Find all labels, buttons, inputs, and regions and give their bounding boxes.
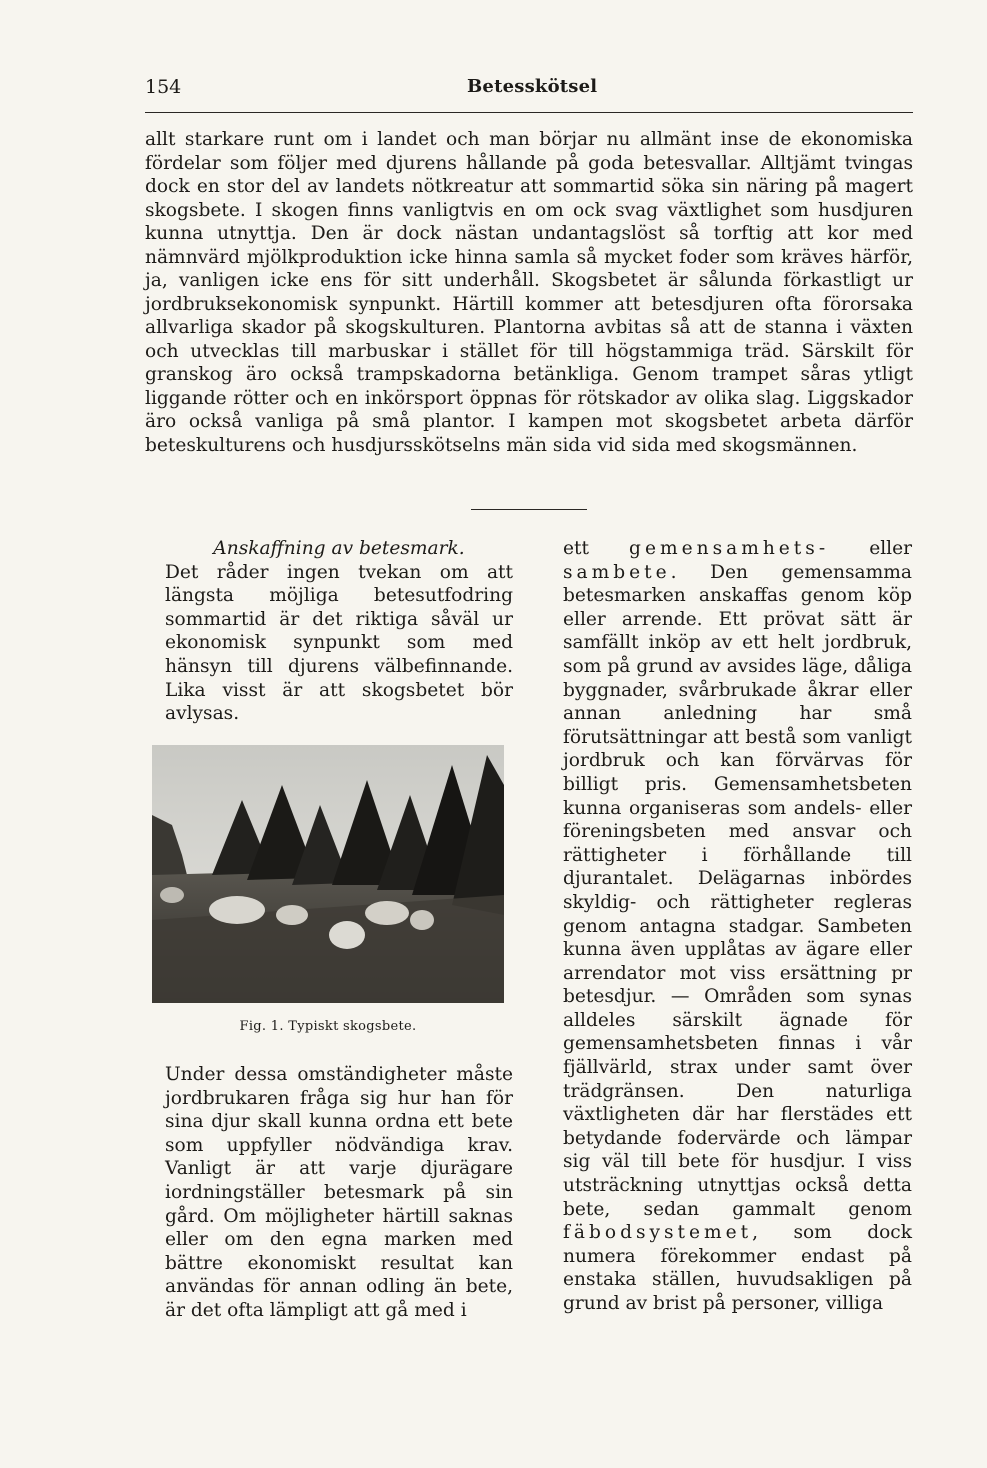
right-text-between: eller	[829, 538, 912, 559]
left-paragraph-1: Det råder ingen tvekan om att längsta möjliga betesutfodring sommartid är det riktiga såväl ur ekonomisk synpunkt som med hänsyn till djurens välbefinnande. Lika visst är att skogsbetet bör avlysas.	[165, 561, 513, 725]
running-title: Betesskötsel	[467, 76, 598, 97]
right-paragraph	[563, 537, 912, 1316]
page-header	[145, 76, 913, 102]
figure-caption: Fig. 1. Typiskt skogsbete.	[239, 1019, 417, 1034]
page-number: 154	[145, 76, 182, 98]
figure-photo	[152, 745, 504, 1003]
spaced-term-fabodsystemet: fäbodsystemet	[563, 1222, 753, 1244]
forest-pasture-photo	[152, 745, 504, 1003]
right-column	[563, 537, 912, 1316]
spaced-term-gemensamhets: gemensamhets-	[629, 538, 830, 559]
section-divider	[471, 509, 587, 510]
right-text-lead: ett	[563, 538, 630, 559]
right-text-body: . Den gemensamma betesmarken anskaffas genom köp eller arrende. Ett prövat sätt är samfällt inköp av ett helt jordbruk, som på grund av avsides läge, dåliga byggnader, svårbrukade åkrar eller annan anledning har små förutsättningar att bestå som vanligt jordbruk och kan förvärvas för billigt pris. Gemensamhetsbeten kunna organiseras som andels- eller föreningsbeten med ansvar och rättigheter i förhållande till djurantalet. Delägarnas inbördes skyldig- och rättigheter regleras genom antagna stadgar. Sambeten kunna även upplåtas av ägare eller arrendator mot viss ersättning pr betesdjur. — Områden som synas alldeles särskilt ägnade för gemensamhetsbeten finnas i vår fjällvärld, strax under samt över trädgränsen. Den naturliga växtligheten där har flerstädes ett betydande fodervärde och lämpar sig väl till bete för husdjur. I viss utsträckning utnyttjas också detta bete, sedan gammalt genom	[563, 561, 912, 1220]
spaced-term-sambete: sambete	[563, 561, 671, 583]
left-column-lower	[165, 1063, 513, 1323]
right-text-end: , som dock numera förekommer endast på enstaka ställen, huvudsakligen på grund av brist på personer, villiga	[563, 1222, 912, 1314]
left-paragraph-2: Under dessa omständigheter måste jordbrukaren fråga sig hur han för sina djur skall kunna ordna ett bete som uppfyller nödvändiga krav. Vanligt är att varje djurägare iordningställer betesmark på sin gård. Om möjligheter härtill saknas eller om den egna marken med bättre ekonomiskt resultat kan användas för annan odling än bete, är det ofta lämpligt att gå med i	[165, 1064, 513, 1321]
intro-paragraph: allt starkare runt om i landet och man börjar nu allmänt inse de ekonomiska fördelar som följer med djurens hållande på goda betesvallar. Alltjämt tvingas dock en stor del av landets nötkreatur att sommartid söka sin näring på magert skogsbete. I skogen finns vanligtvis en om ock svag växtlighet som husdjuren kunna utnyttja. Den är dock nästan undantagslöst så torftig att kor med nämnvärd mjölkproduktion icke hinna samla så mycket foder som kräves härför, ja, vanligen icke ens för sitt underhåll. Skogsbetet är sålunda förkastligt ur jordbruksekonomisk synpunkt. Härtill kommer att betesdjuren ofta förorsaka allvarliga skador på skogskulturen. Plantorna avbitas så att de stanna i växten och utvecklas till marbuskar i stället för till högstammiga träd. Särskilt för granskog äro också trampskadorna betänkliga. Genom trampet såras ytligt liggande rötter och en inkörsport öppnas för rötskador av olika slag. Liggskador äro också vanliga på små plantor. I kampen mot skogsbetet arbeta därför beteskulturens och husdjursskötselns män sida vid sida med skogsmännen.	[145, 129, 913, 456]
header-rule	[145, 112, 913, 113]
section-heading: Anskaffning av betesmark.	[213, 538, 465, 559]
left-column-upper	[165, 537, 513, 726]
